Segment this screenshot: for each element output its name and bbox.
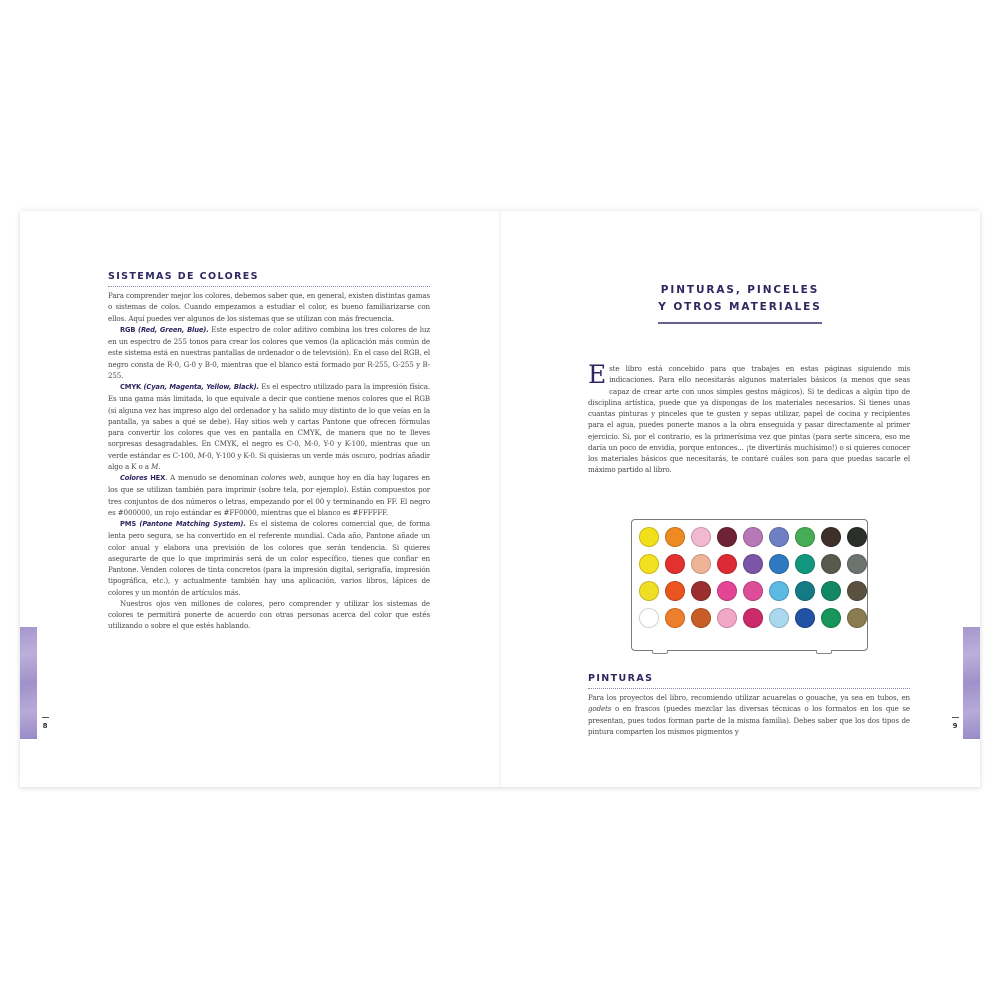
palette-foot bbox=[816, 650, 832, 654]
intro-text: ste libro está concebido para que trabajes en estas páginas siguiendo mis indicaciones. Para ello necesitarás algunos materiales básicos (a menos que seas capaz de crear arte con unos simples gestos mágicos). Si te dedicas a algún tipo de disciplina artística, puede que ya dispongas de los materiales necesarios. Si tienes unas cuantas pinturas y pinceles que te gusten y sepas utilizar, papel de cocina y recipientes para el agua, puedes ponerte manos a la obra enseguida y pasar directamente al primer ejercicio. Si, por el contrario, es la primerísima vez que pintas (para serte sincera, eso me daría un poco de envidia, porque entonces... ¡te divertirás muchísimo!) o si quieres conocer los materiales básicos que necesitarás, te contaré cuáles son para que puedas sacarle el máximo partido al libro. bbox=[588, 364, 910, 475]
paint-pan bbox=[717, 527, 737, 547]
paint-pan bbox=[717, 608, 737, 628]
pinturas-section bbox=[588, 673, 910, 737]
dotted-rule bbox=[108, 286, 430, 287]
paint-pan bbox=[821, 581, 841, 601]
pms-paragraph bbox=[108, 518, 430, 598]
chapter-title-block bbox=[640, 282, 840, 324]
paint-pan bbox=[665, 581, 685, 601]
chapter-title-line-1: PINTURAS, PINCELES bbox=[660, 284, 820, 296]
sistemas-body bbox=[108, 290, 430, 632]
paint-pan bbox=[691, 527, 711, 547]
chapter-title-line-2: Y OTROS MATERIALES bbox=[658, 301, 822, 313]
paint-pan bbox=[769, 554, 789, 574]
cmyk-m-italic: M bbox=[197, 450, 205, 460]
intro-paragraph-right bbox=[588, 360, 910, 476]
left-page bbox=[20, 211, 500, 787]
page-number-right: 9 bbox=[950, 717, 960, 730]
paint-pan bbox=[639, 554, 659, 574]
palette-row bbox=[639, 554, 861, 574]
paint-pan bbox=[717, 554, 737, 574]
hex-paragraph bbox=[108, 472, 430, 518]
paint-pan bbox=[821, 527, 841, 547]
pinturas-text-2: o en frascos (puedes mezclar las diversas técnicas o los formatos en los que se presentan, pues todos forman parte de la misma familia). Debes saber que los dos tipos de pintura comparten los mismos pigmentos y bbox=[588, 704, 910, 736]
pinturas-text-1: Para los proyectos del libro, recomiendo utilizar acuarelas o gouache, ya sea en tubos, en bbox=[588, 693, 910, 702]
pms-text: Es el sistema de colores comercial que, de forma lenta pero segura, se ha convertido en el referente mundial. Cada año, Pantone añade un color anual y elabora una previsión de los colores que serán tendencia. Si quieres asegurarte de que lo que imprimirás será de un color específico, tienes que confiar en Pantone. Venden colores de tinta concretos (para la impresión digital, serigrafía, impresión tipográfica, etc.), y actualmente también hay una aplicación, varios libros, lápices de colores y un montón de artículos más. bbox=[108, 519, 430, 597]
paint-pan bbox=[821, 608, 841, 628]
paint-pan bbox=[691, 608, 711, 628]
right-page bbox=[500, 211, 980, 787]
paint-pan bbox=[691, 581, 711, 601]
pms-term: PMS bbox=[120, 520, 137, 528]
palette-row bbox=[639, 527, 861, 547]
paint-pan bbox=[665, 554, 685, 574]
hex-term-prefix: Colores bbox=[120, 474, 148, 482]
cmyk-paragraph bbox=[108, 381, 430, 472]
paint-pan bbox=[769, 608, 789, 628]
cmyk-expansion: (Cyan, Magenta, Yellow, Black). bbox=[143, 383, 259, 391]
paint-pan bbox=[717, 581, 737, 601]
dotted-rule bbox=[588, 688, 910, 689]
rgb-paragraph bbox=[108, 324, 430, 381]
paint-pan bbox=[639, 581, 659, 601]
paint-pan bbox=[639, 527, 659, 547]
left-column bbox=[108, 271, 430, 632]
section-heading-pinturas: PINTURAS bbox=[588, 673, 654, 684]
paint-pan bbox=[743, 608, 763, 628]
rgb-text: Este espectro de color aditivo combina los tres colores de luz en un espectro de 255 tonos para crear los colores que vemos (la aplicación más común de este sistema está en nuestras pantallas de ordenador o de televisión). En el caso del RGB, el negro consta de R-0, G-0 y B-0, mientras que el blanco está formado por R-255, G-255 y B-255. bbox=[108, 324, 430, 380]
paint-pan bbox=[821, 554, 841, 574]
hex-text-1: . A menudo se denominan bbox=[165, 473, 262, 482]
cmyk-text-3: . bbox=[158, 461, 161, 471]
paint-pan bbox=[795, 581, 815, 601]
page-number-left: 8 bbox=[40, 717, 50, 730]
paint-pan bbox=[665, 527, 685, 547]
hex-text-2: , aunque hoy en día hay lugares en los que se utilizan también para imprimir (sobre tela, por ejemplo). Están compuestos por tres conjuntos de dos números o letras, empezando por el 00 y terminando en FF. El negro es #000000, un rojo estándar es #FF0000, mientras que el blanco es #FFFFFF. bbox=[108, 473, 430, 517]
drop-cap: E bbox=[588, 360, 607, 389]
cmyk-term: CMYK bbox=[120, 383, 142, 391]
watercolor-palette-illustration bbox=[631, 519, 868, 651]
paint-pan bbox=[795, 554, 815, 574]
paint-pan bbox=[691, 554, 711, 574]
hex-term: HEX bbox=[150, 474, 166, 482]
paint-pan bbox=[769, 527, 789, 547]
palette-foot bbox=[652, 650, 668, 654]
intro-paragraph: Para comprender mejor los colores, debemos saber que, en general, existen distintas gamas o sistemas de colos. Cuando empezamos a estudiar el color, es bueno familiarizarse con ellos. Aquí puedes ver algunos de los sistemas que se utilizan con más frecuencia. bbox=[108, 291, 430, 323]
paint-pan bbox=[795, 608, 815, 628]
paint-pan bbox=[847, 608, 867, 628]
section-heading-sistemas: SISTEMAS DE COLORES bbox=[108, 271, 259, 282]
paint-pan bbox=[795, 527, 815, 547]
cmyk-text-2: -0, Y-100 y K-0. Si quisieras un verde más oscuro, podrías añadir algo a K o a bbox=[108, 450, 431, 471]
pinturas-italic: godets bbox=[588, 704, 612, 714]
palette-row bbox=[639, 608, 861, 628]
paint-pan bbox=[665, 608, 685, 628]
paint-pan bbox=[847, 527, 867, 547]
pinturas-body bbox=[588, 692, 910, 737]
paint-pan bbox=[769, 581, 789, 601]
chapter-tab-right bbox=[963, 627, 980, 739]
hex-italic: colores web bbox=[261, 473, 304, 482]
title-underline bbox=[658, 322, 822, 324]
chapter-tab-left bbox=[20, 627, 37, 739]
rgb-expansion: (Red, Green, Blue). bbox=[138, 325, 209, 334]
paint-pan bbox=[743, 554, 763, 574]
paint-pan bbox=[847, 581, 867, 601]
cmyk-m-italic-2: M bbox=[151, 461, 159, 471]
rgb-term: RGB bbox=[120, 325, 136, 334]
paint-pan bbox=[743, 527, 763, 547]
cmyk-text-1: Es el espectro utilizado para la impresión física. Es una gama más limitada, lo que equivale a decir que contiene menos colores que el RGB (si alguna vez has impreso algo del ordenador y ha salido muy distinto de lo que veías en la pantalla, ya sabes a qué se debe). Hay sitios web y cartas Pantone que ofrecen fórmulas para convertir los colores que ves en pantalla en CMYK, de manera que no te lleves sorpresas desagradables. En CMYK, el negro es C-0, M-0, Y-0 y K-100, mientras que un verde estándar es C-100, bbox=[108, 382, 430, 460]
closing-paragraph: Nuestros ojos ven millones de colores, pero comprender y utilizar los sistemas de colores te permitirá ponerte de acuerdo con otras personas acerca del color que estés utilizando o sobre el que estés hablando. bbox=[108, 598, 430, 631]
book-spread bbox=[20, 211, 980, 787]
palette-row bbox=[639, 581, 861, 601]
paint-pan bbox=[743, 581, 763, 601]
paint-pan bbox=[847, 554, 867, 574]
pms-expansion: (Pantone Matching System). bbox=[139, 520, 246, 528]
paint-pan bbox=[639, 608, 659, 628]
